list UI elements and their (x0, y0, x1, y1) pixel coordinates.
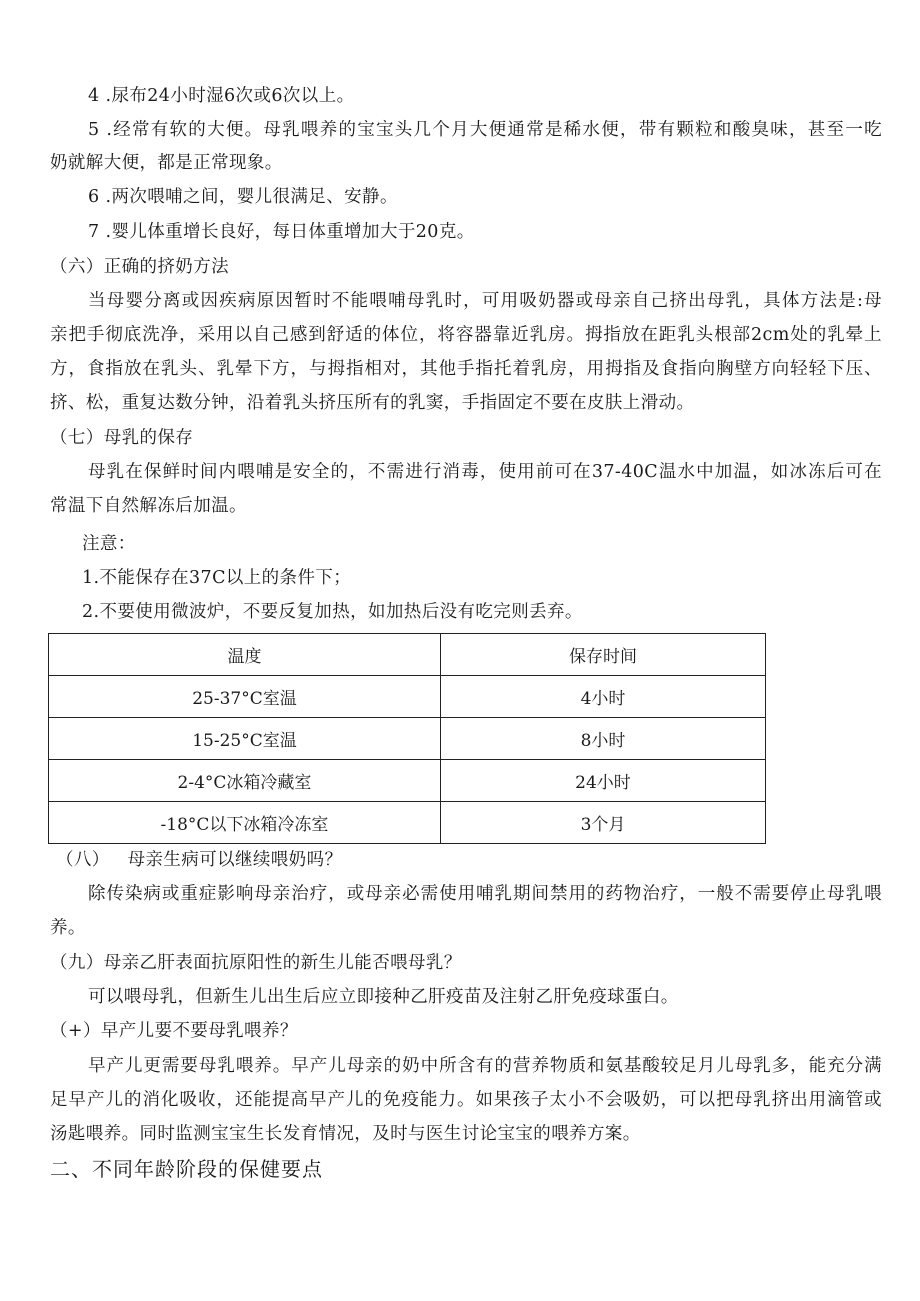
sign-item-5-line-2: 奶就解大便，都是正常现象。 (50, 153, 283, 173)
note-item-1: 1.不能保存在37C以上的条件下； (82, 568, 352, 588)
section-10-title: （+）早产儿要不要母乳喂养？ (50, 1021, 298, 1041)
header-storage-time: 保存时间 (441, 634, 766, 676)
sign-item-4: 4 .尿布24小时湿6次或6次以上。 (88, 86, 355, 106)
storage-time-cell: 8小时 (441, 718, 766, 760)
section-6-line-1: 当母婴分离或因疾病原因暂时不能喂哺母乳时，可用吸奶器或母亲自己挤出母乳，具体方法是:母 (88, 291, 882, 311)
table-row (49, 760, 766, 802)
storage-time-cell: 3个月 (441, 802, 766, 844)
table-row (49, 676, 766, 718)
section-7-line-1: 母乳在保鲜时间内喂哺是安全的，不需进行消毒，使用前可在37-40C温水中加温，如冰冻后可在 (88, 462, 882, 482)
storage-time-table (48, 633, 766, 844)
chapter-2-heading: 二、不同年龄阶段的保健要点 (50, 1157, 323, 1181)
section-6-line-3: 方，食指放在乳头、乳晕下方，与拇指相对，其他手指托着乳房，用拇指及食指向胸壁方向轻轻下压、 (50, 359, 882, 379)
section-10-line-3: 汤匙喂养。同时监测宝宝生长发育情况，及时与医生讨论宝宝的喂养方案。 (50, 1124, 641, 1144)
section-6-line-2: 亲把手彻底洗净，采用以自己感到舒适的体位，将容器靠近乳房。拇指放在距乳头根部2cm处的乳晕上 (50, 325, 882, 345)
section-8-line-2: 养。 (50, 918, 86, 938)
table-row (49, 802, 766, 844)
note-title: 注意： (82, 534, 136, 554)
section-7-title: （七）母乳的保存 (50, 428, 194, 448)
table-header-row (49, 634, 766, 676)
storage-time-cell: 4小时 (441, 676, 766, 718)
section-6-title: （六）正确的挤奶方法 (50, 257, 229, 277)
temperature-cell: 25-37°C室温 (49, 676, 441, 718)
section-7-line-2: 常温下自然解冻后加温。 (50, 496, 247, 516)
storage-time-cell: 24小时 (441, 760, 766, 802)
temperature-cell: -18°C以下冰箱冷冻室 (49, 802, 441, 844)
section-8-line-1: 除传染病或重症影响母亲治疗，或母亲必需使用哺乳期间禁用的药物治疗，一般不需要停止母乳喂 (88, 884, 882, 904)
temperature-cell: 2-4°C冰箱冷藏室 (49, 760, 441, 802)
table-row (49, 718, 766, 760)
section-10-line-1: 早产儿更需要母乳喂养。早产儿母亲的奶中所含有的营养物质和氨基酸较足月儿母乳多，能充分满 (88, 1056, 882, 1076)
section-6-line-4: 挤、松，重复达数分钟，沿着乳头挤压所有的乳窦，手指固定不要在皮肤上滑动。 (50, 393, 695, 413)
section-8-title: （八） 母亲生病可以继续喂奶吗？ (56, 850, 343, 870)
section-9-line-1: 可以喂母乳，但新生儿出生后应立即接种乙肝疫苗及注射乙肝免疫球蛋白。 (88, 987, 679, 1007)
sign-item-5-line-1: 5 .经常有软的大便。母乳喂养的宝宝头几个月大便通常是稀水便，带有颗粒和酸臭味，甚至一吃 (88, 120, 882, 140)
temperature-cell: 15-25°C室温 (49, 718, 441, 760)
section-9-title: （九）母亲乙肝表面抗原阳性的新生儿能否喂母乳？ (50, 953, 462, 973)
sign-item-6: 6 .两次喂哺之间，婴儿很满足、安静。 (88, 187, 398, 207)
note-item-2: 2.不要使用微波炉，不要反复加热，如加热后没有吃完则丢弃。 (82, 602, 583, 622)
section-10-line-2: 足早产儿的消化吸收，还能提高早产儿的免疫能力。如果孩子太小不会吸奶，可以把母乳挤出用滴管或 (50, 1090, 882, 1110)
sign-item-7: 7 .婴儿体重增长良好，每日体重增加大于20克。 (88, 222, 475, 242)
header-temperature: 温度 (49, 634, 441, 676)
